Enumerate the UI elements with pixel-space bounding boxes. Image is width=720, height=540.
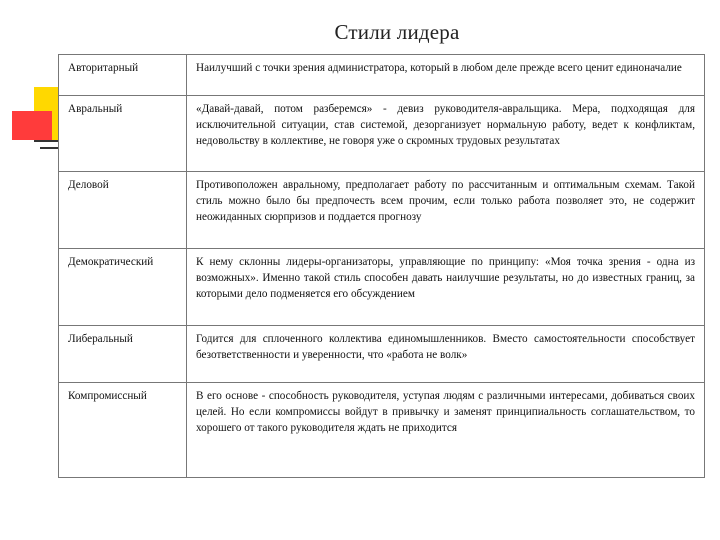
- table-row: [59, 326, 705, 383]
- table-row: [59, 249, 705, 326]
- style-name: Либеральный: [59, 326, 187, 383]
- style-description: Наилучший с точки зрения администратора, который в любом деле прежде всего ценит единоначалие: [187, 55, 705, 96]
- style-name: Деловой: [59, 172, 187, 249]
- table-row: [59, 96, 705, 172]
- decorative-red-block: [12, 111, 52, 140]
- table-row: [59, 172, 705, 249]
- table-row: [59, 383, 705, 478]
- style-description: Противоположен авральному, предполагает работу по рассчитанным и оптимальным схемам. Такой стиль можно было бы предпочесть всем прочим, если только работа позволяет это, не содержит неожиданных сюрпризов и поддается прогнозу: [187, 172, 705, 249]
- style-description: «Давай-давай, потом разберемся» - девиз руководителя-авральщика. Мера, подходящая для исключительной ситуации, став системой, дезорганизует нормальную работу, ведет к конфликтам, недовольству в коллективе, не говоря уже о скромных трудовых результатах: [187, 96, 705, 172]
- style-name: Авторитарный: [59, 55, 187, 96]
- table-row: [59, 55, 705, 96]
- slide-title: Стили лидера: [334, 20, 460, 44]
- leadership-styles-table: [58, 54, 705, 478]
- style-description: Годится для сплоченного коллектива единомышленников. Вместо самостоятельности способствует безответственности и уверенности, что «работа не волк»: [187, 326, 705, 383]
- style-name: Компромиссный: [59, 383, 187, 478]
- decorative-line: [40, 147, 60, 149]
- style-name: Авральный: [59, 96, 187, 172]
- style-description: В его основе - способность руководителя, уступая людям с различными интересами, добиваться своих целей. Но если компромиссы войдут в привычку и заменят принципиальность соглашательством, то хорошего от такого руководителя ждать не приходится: [187, 383, 705, 478]
- style-description: К нему склонны лидеры-организаторы, управляющие по принципу: «Моя точка зрения - одна из возможных». Именно такой стиль способен давать наилучшие результаты, но до известных границ, за которыми дело подменяется его обсуждением: [187, 249, 705, 326]
- style-name: Демократический: [59, 249, 187, 326]
- decorative-line: [34, 140, 60, 142]
